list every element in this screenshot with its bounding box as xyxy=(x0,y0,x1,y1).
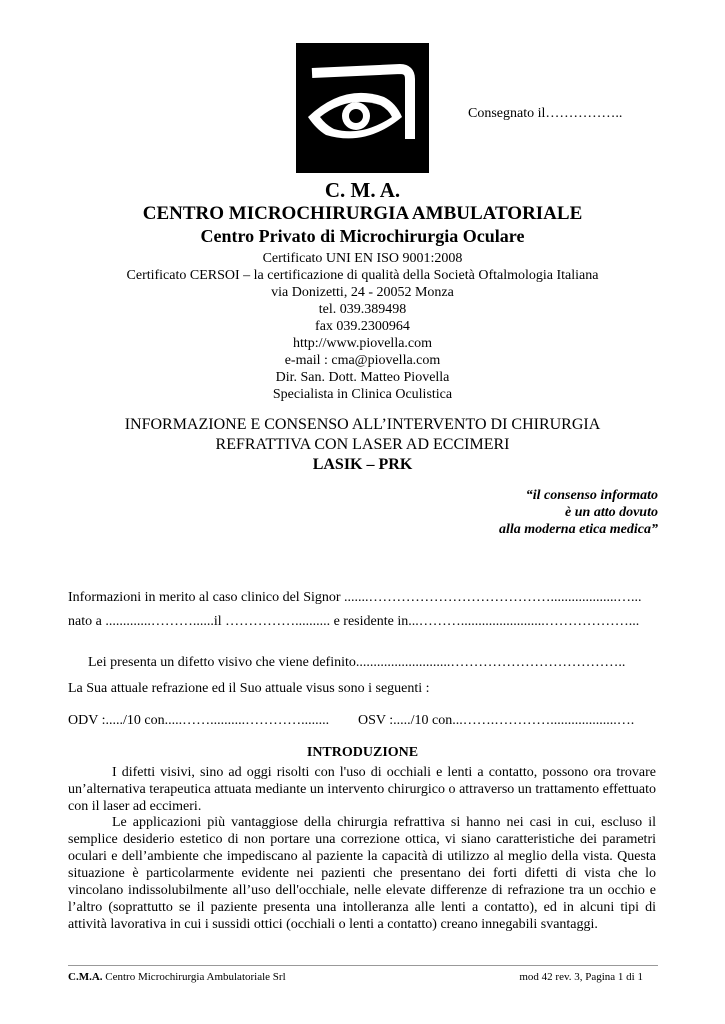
quote-line: è un atto dovuto xyxy=(565,505,658,520)
address: via Donizetti, 24 - 20052 Monza xyxy=(271,285,454,300)
intro-paragraph-1 xyxy=(68,764,656,815)
quote-line: “il consenso informato xyxy=(525,488,658,503)
certificate-iso: Certificato UNI EN ISO 9001:2008 xyxy=(262,251,463,266)
intro-paragraph-2 xyxy=(68,814,656,933)
intro-paragraph-1-text: I difetti visivi, sino ad oggi risolti con l'uso di occhiali e lenti a contatto, possono ora trovare un’alternativa terapeutica attuata mediante un intervento chirurgico o attraverso un trattamento effettuato con il laser ad eccimeri. xyxy=(68,765,656,814)
document-title-line-2: REFRATTIVA CON LASER AD ECCIMERI xyxy=(215,436,510,453)
specialization: Specialista in Clinica Oculistica xyxy=(272,387,453,402)
org-name: CENTRO MICROCHIRURGIA AMBULATORIALE xyxy=(142,203,583,224)
website-link[interactable]: http://www.piovella.com xyxy=(292,336,433,351)
org-subtitle: Centro Privato di Microchirurgia Oculare xyxy=(200,226,525,246)
quote-line: alla moderna etica medica” xyxy=(498,522,658,537)
footer-divider xyxy=(68,965,658,966)
document-subtitle: LASIK – PRK xyxy=(312,456,413,473)
intro-paragraph-2-text: Le applicazioni più vantaggiose della chirurgia refrattiva si hanno nei casi in cui, escluso il semplice desiderio estetico di non portare una correzione ottica, vi siano caratteristiche dei parametri oculari e dell’ambiente che impediscano al paziente la capacità di utilizzo al meglio della vista. Questa situazione è particolarmente evidente nei pazienti che presentano dei forti difetti di vista che lo vincolano indissolubilmente all’uso dell'occhiale, nelle elevate differenze di refrazione tra un occhio e l’altro (soprattutto se il paziente presenta una intolleranza alle lenti a contatto), ed in alcuni tipi di attività lavorativa in cui i sussidi ottici (occhiali o lenti a contatto) creano innegabili svantaggi. xyxy=(68,815,656,932)
footer-company-name: Centro Microchirurgia Ambulatoriale Srl xyxy=(102,971,286,983)
director: Dir. San. Dott. Matteo Piovella xyxy=(275,370,450,385)
footer-company-abbr: C.M.A. xyxy=(68,971,103,983)
odv-field[interactable]: ODV :...../10 con.....……..........…………........ xyxy=(68,713,330,728)
footer-company xyxy=(68,971,286,983)
document-title-line-1: INFORMAZIONE E CONSENSO ALL’INTERVENTO DI CHIRURGIA xyxy=(124,416,601,433)
refraction-label: La Sua attuale refrazione ed il Suo attuale visus sono i seguenti : xyxy=(68,681,430,696)
birth-residence-field[interactable]: nato a .............………......il …………….......... e residente in...………........................………………... xyxy=(68,614,640,629)
phone: tel. 039.389498 xyxy=(318,302,407,317)
eye-logo xyxy=(296,43,429,173)
patient-name-field[interactable]: Informazioni in merito al caso clinico del Signor .......…………………………………...................…... xyxy=(68,590,642,605)
email-link[interactable]: e-mail : cma@piovella.com xyxy=(284,353,441,368)
osv-field[interactable]: OSV :...../10 con...…….…………...................…. xyxy=(358,713,635,728)
section-title-introduction: INTRODUZIONE xyxy=(306,745,419,760)
visual-defect-field[interactable]: Lei presenta un difetto visivo che viene definito...........................……………………………….. xyxy=(88,655,626,670)
org-short-name: C. M. A. xyxy=(324,178,401,202)
fax: fax 039.2300964 xyxy=(315,319,410,334)
footer-page-info: mod 42 rev. 3, Pagina 1 di 1 xyxy=(519,971,643,983)
certificate-cersoi: Certificato CERSOI – la certificazione di qualità della Società Oftalmologia Italiana xyxy=(126,268,599,283)
org-info-block xyxy=(0,250,725,403)
delivered-date: Consegnato il…………….. xyxy=(468,106,623,121)
consent-quote xyxy=(499,487,658,538)
document-title xyxy=(0,415,725,455)
